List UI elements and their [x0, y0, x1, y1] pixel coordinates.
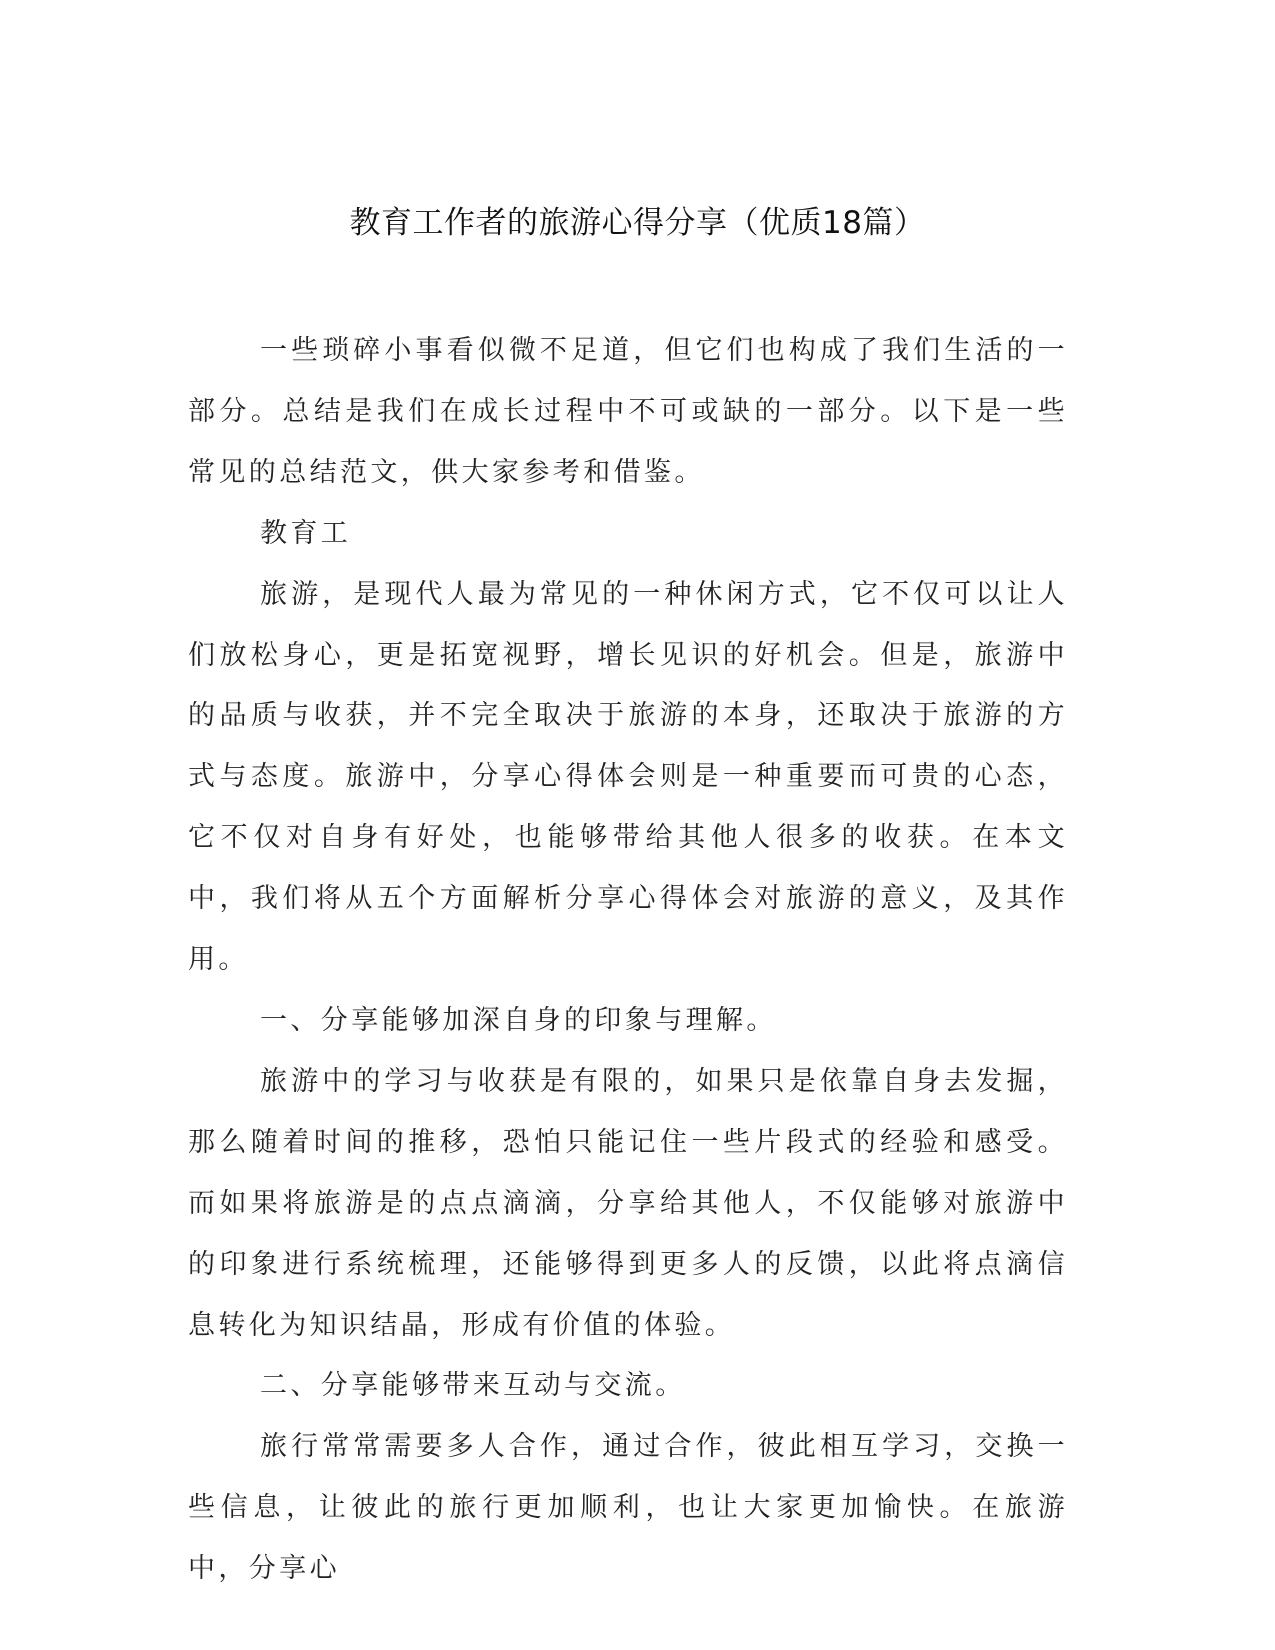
section-heading-1: 一、分享能够加深自身的印象与理解。 [260, 1004, 777, 1036]
paragraph-fragment: 教育工 [260, 517, 352, 549]
paragraph-section-2: 旅行常常需要多人合作，通过合作，彼此相互学习，交换一些信息，让彼此的旅行更加顺利，也让大家更加愉快。在旅游中，分享心 [188, 1431, 1068, 1585]
document-title: 教育工作者的旅游心得分享（优质18篇） [349, 205, 926, 241]
paragraph-travel: 旅游，是现代人最为常见的一种休闲方式，它不仅可以让人们放松身心，更是拓宽视野，增长见识的好机会。但是，旅游中的品质与收获，并不完全取决于旅游的本身，还取决于旅游的方式与态度。旅游中，分享心得体会则是一种重要而可贵的心态，它不仅对自身有好处，也能够带给其他人很多的收获。在本文中，我们将从五个方面解析分享心得体会对旅游的意义，及其作用。 [188, 578, 1068, 976]
section-heading-2: 二、分享能够带来互动与交流。 [260, 1370, 686, 1402]
document-body [188, 321, 1068, 1600]
paragraph-section-1: 旅游中的学习与收获是有限的，如果只是依靠自身去发掘，那么随着时间的推移，恐怕只能记住一些片段式的经验和感受。而如果将旅游是的点点滴滴，分享给其他人，不仅能够对旅游中的印象进行系统梳理，还能够得到更多人的反馈，以此将点滴信息转化为知识结晶，形成有价值的体验。 [188, 1065, 1068, 1341]
paragraph-intro: 一些琐碎小事看似微不足道，但它们也构成了我们生活的一部分。总结是我们在成长过程中不可或缺的一部分。以下是一些常见的总结范文，供大家参考和借鉴。 [188, 335, 1068, 488]
